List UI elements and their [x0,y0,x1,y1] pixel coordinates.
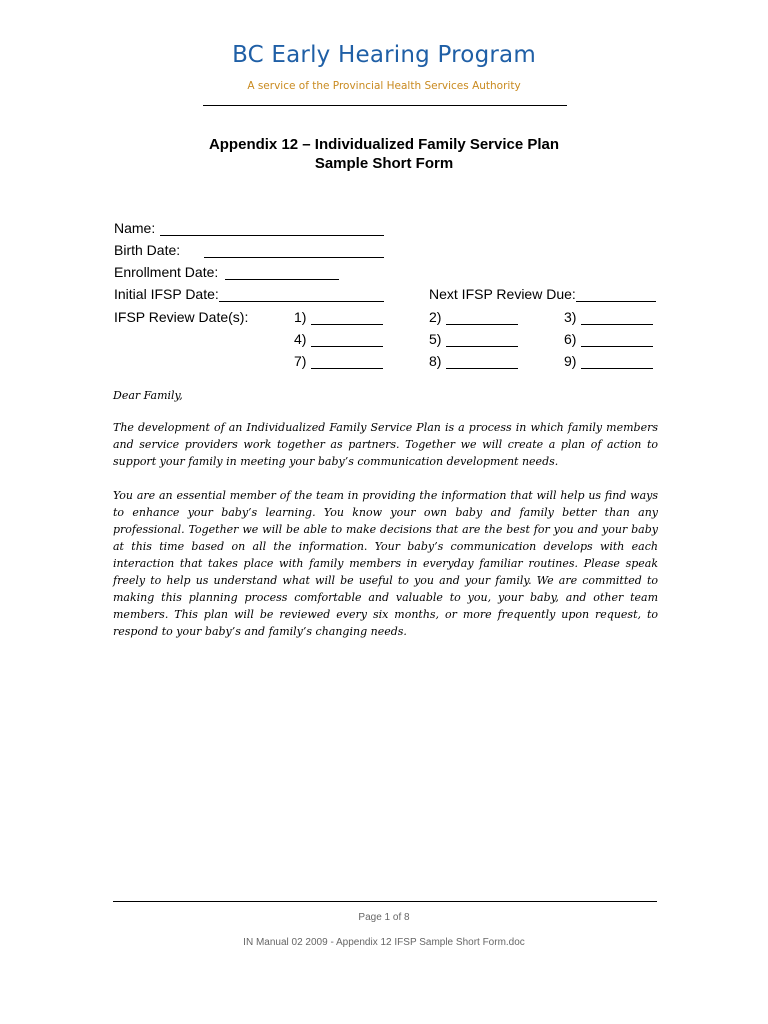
review-9-field[interactable] [581,354,653,369]
name-label: Name: [114,220,156,236]
program-title: BC Early Hearing Program [232,42,536,68]
enrollment-date-label: Enrollment Date: [114,264,219,280]
birth-date-field[interactable] [204,243,384,258]
review-8-label: 8) [429,353,442,369]
review-5-label: 5) [429,331,442,347]
enrollment-date-field[interactable] [225,265,339,280]
next-review-due-label: Next IFSP Review Due: [429,286,576,302]
review-7-field[interactable] [311,354,383,369]
next-review-due-field[interactable] [576,287,656,302]
review-2-label: 2) [429,309,442,325]
initial-ifsp-date-label: Initial IFSP Date: [114,286,219,302]
review-3-field[interactable] [581,310,653,325]
review-8-field[interactable] [446,354,518,369]
review-2-field[interactable] [446,310,518,325]
review-7-label: 7) [294,353,307,369]
document-subtitle: Sample Short Form [314,155,454,172]
program-tagline: A service of the Provincial Health Services Authority [247,80,521,92]
review-9-label: 9) [564,353,577,369]
letter-paragraph-1: The development of an Individualized Family Service Plan is a process in which family members and service providers work together as partners. Together we will create a plan of action to support your family in meeting your baby’s communication development needs. [113,421,658,468]
birth-date-label: Birth Date: [114,242,181,258]
review-5-field[interactable] [446,332,518,347]
document-filename: IN Manual 02 2009 - Appendix 12 IFSP Sample Short Form.doc [243,937,525,948]
page-number: Page 1 of 8 [358,912,410,923]
review-1-label: 1) [294,309,307,325]
letter-paragraph-2: You are an essential member of the team in providing the information that will help us find ways to enhance your baby’s learning. You know your own baby and family better than any professional. Together we will be able to make decisions that are the best for you and your baby at this time based on all the information. Your baby’s communication develops with each interaction that takes place with family members in everyday familiar routines. Please speak freely to help us understand what will be useful to you and your family. We are committed to making this planning process comfortable and valuable to you, your baby, and other team members. This plan will be reviewed every six months, or more frequently upon request, to respond to your baby’s and family’s changing needs. [113,489,658,638]
initial-ifsp-date-field[interactable] [219,287,384,302]
review-3-label: 3) [564,309,577,325]
footer-divider [113,901,657,902]
letter-salutation: Dear Family, [113,389,183,402]
review-4-field[interactable] [311,332,383,347]
review-6-label: 6) [564,331,577,347]
header-divider [203,105,567,106]
document-title: Appendix 12 – Individualized Family Service Plan [208,136,560,153]
ifsp-review-dates-label: IFSP Review Date(s): [114,309,249,325]
review-6-field[interactable] [581,332,653,347]
review-1-field[interactable] [311,310,383,325]
name-field[interactable] [160,221,384,236]
review-4-label: 4) [294,331,307,347]
